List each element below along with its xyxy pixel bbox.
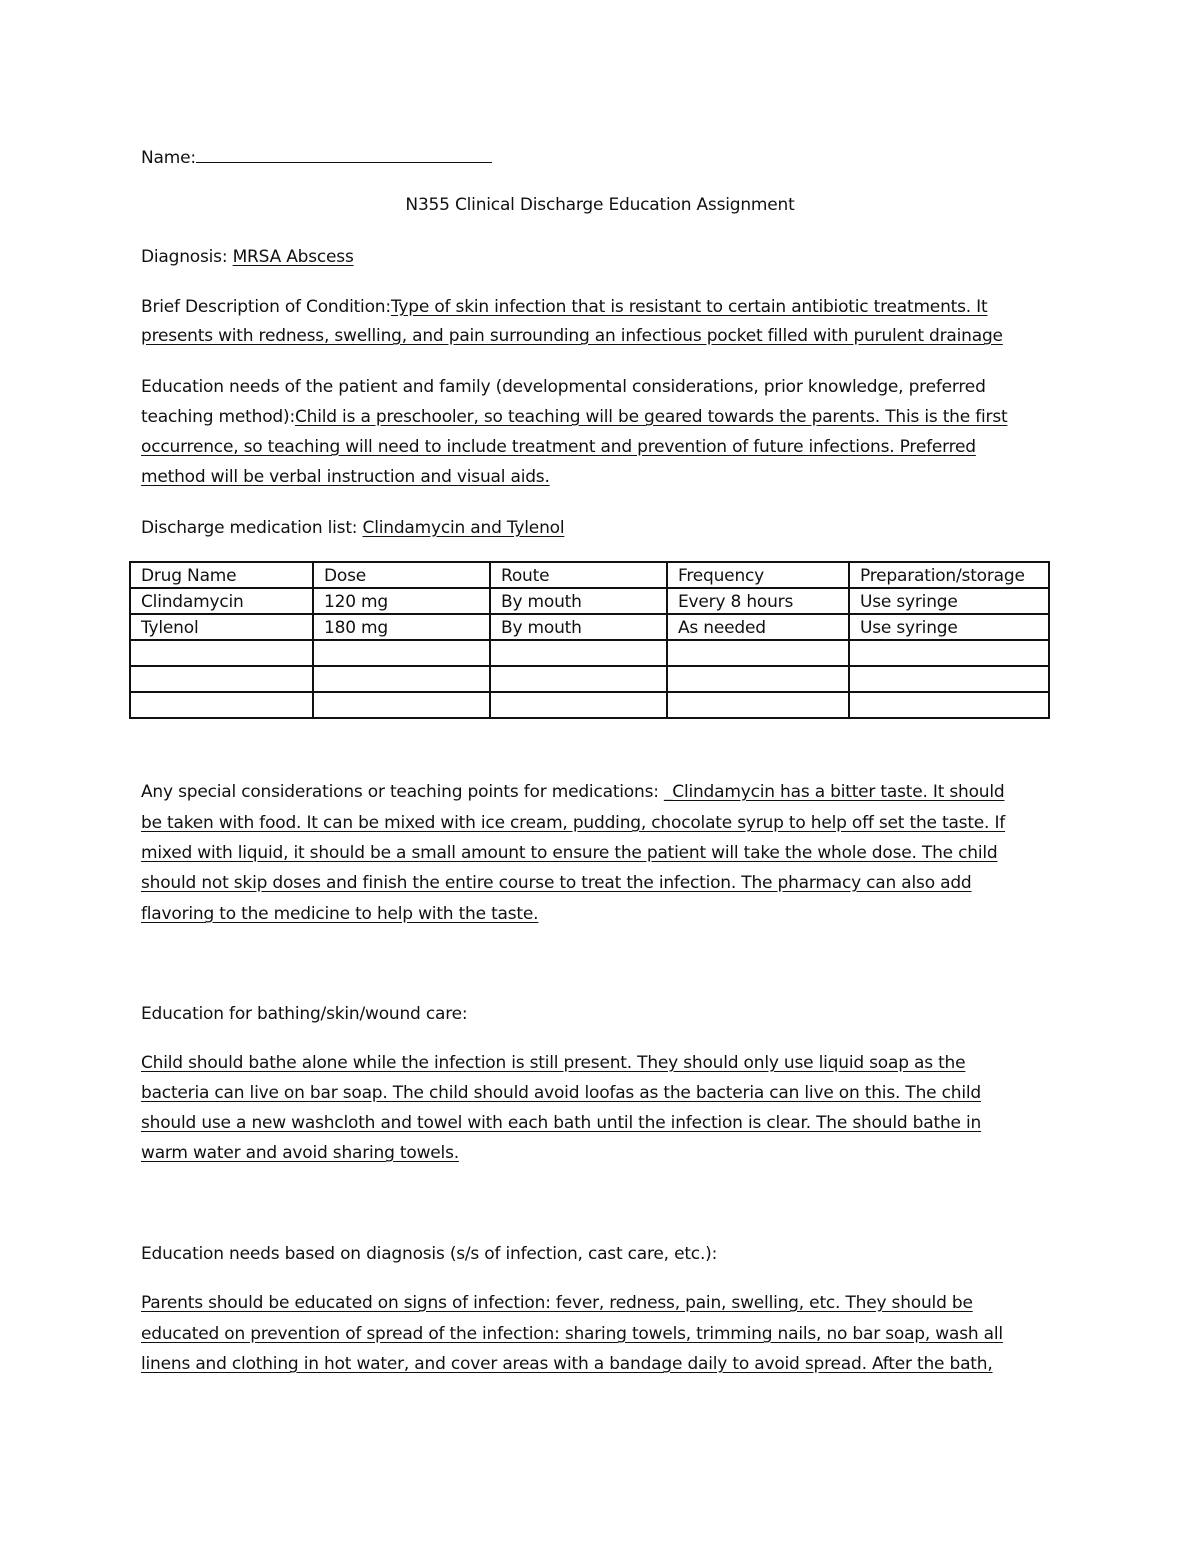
special-label: Any special considerations or teaching points for medications: xyxy=(141,782,664,802)
bathing-label: Education for bathing/skin/wound care: xyxy=(141,1004,468,1024)
diagnosis-needs-line-2: educated on prevention of spread of the infection: sharing towels, trimming nails, no bar soap, wash all xyxy=(141,1324,1003,1344)
table-header-row xyxy=(130,562,1049,588)
bathing-line-3: should use a new washcloth and towel with each bath until the infection is clear. The should bathe in xyxy=(141,1113,982,1133)
header-route: Route xyxy=(490,562,667,588)
cell-drug-name[interactable] xyxy=(130,666,313,692)
education-needs-text-2: Child is a preschooler, so teaching will be geared towards the parents. This is the first xyxy=(294,407,1008,427)
diagnosis-value: MRSA Abscess xyxy=(232,247,354,267)
cell-dose[interactable] xyxy=(313,640,490,666)
special-line-4: should not skip doses and finish the entire course to treat the infection. The pharmacy can also add xyxy=(141,873,972,893)
description-line-2: presents with redness, swelling, and pain surrounding an infectious pocket filled with purulent drainage xyxy=(141,326,1003,346)
cell-preparation: Use syringe xyxy=(849,588,1049,614)
table-row xyxy=(130,640,1049,666)
cell-preparation[interactable] xyxy=(849,692,1049,718)
special-line-3: mixed with liquid, it should be a small amount to ensure the patient will take the whole dose. The child xyxy=(141,843,998,863)
cell-frequency[interactable] xyxy=(667,666,849,692)
bathing-line-4: warm water and avoid sharing towels. xyxy=(141,1143,459,1163)
cell-preparation[interactable] xyxy=(849,640,1049,666)
cell-drug-name[interactable] xyxy=(130,692,313,718)
header-preparation: Preparation/storage xyxy=(849,562,1049,588)
education-needs-line-4: method will be verbal instruction and visual aids. xyxy=(141,467,550,487)
special-line-2: be taken with food. It can be mixed with ice cream, pudding, chocolate syrup to help off set the taste. If xyxy=(141,813,1006,833)
cell-route[interactable] xyxy=(490,666,667,692)
special-text-1: _Clindamycin has a bitter taste. It should xyxy=(663,782,1005,802)
header-frequency: Frequency xyxy=(667,562,849,588)
diagnosis-label: Diagnosis: xyxy=(141,247,228,267)
header-dose: Dose xyxy=(313,562,490,588)
cell-dose[interactable] xyxy=(313,692,490,718)
cell-drug-name: Clindamycin xyxy=(130,588,313,614)
cell-route[interactable] xyxy=(490,692,667,718)
education-needs-line-1: Education needs of the patient and family (developmental considerations, prior knowledge, preferred xyxy=(141,377,986,397)
document-title: N355 Clinical Discharge Education Assignment xyxy=(405,195,795,215)
table-row xyxy=(130,614,1049,640)
cell-route[interactable] xyxy=(490,640,667,666)
cell-drug-name: Tylenol xyxy=(130,614,313,640)
diagnosis-line xyxy=(141,246,354,268)
diagnosis-needs-line-1: Parents should be educated on signs of infection: fever, redness, pain, swelling, etc. They should be xyxy=(141,1293,973,1313)
cell-frequency[interactable] xyxy=(667,692,849,718)
bathing-line-2: bacteria can live on bar soap. The child should avoid loofas as the bacteria can live on this. The child xyxy=(141,1083,981,1103)
special-line-5: flavoring to the medicine to help with the taste. xyxy=(141,904,539,924)
table-row xyxy=(130,666,1049,692)
med-list-value: Clindamycin and Tylenol xyxy=(362,518,565,538)
table-row xyxy=(130,692,1049,718)
med-list-label: Discharge medication list: xyxy=(141,518,363,538)
education-needs-line-2 xyxy=(141,406,1007,428)
name-label: Name: xyxy=(141,148,196,168)
education-needs-label: teaching method): xyxy=(141,407,295,427)
cell-frequency[interactable] xyxy=(667,640,849,666)
cell-route: By mouth xyxy=(490,614,667,640)
description-label: Brief Description of Condition: xyxy=(141,297,391,317)
cell-preparation[interactable] xyxy=(849,666,1049,692)
cell-dose[interactable] xyxy=(313,666,490,692)
cell-dose: 180 mg xyxy=(313,614,490,640)
med-list-line xyxy=(141,517,564,539)
cell-frequency: Every 8 hours xyxy=(667,588,849,614)
description-text-1: Type of skin infection that is resistant to certain antibiotic treatments. It xyxy=(390,297,988,317)
header-drug-name: Drug Name xyxy=(130,562,313,588)
cell-route: By mouth xyxy=(490,588,667,614)
cell-preparation: Use syringe xyxy=(849,614,1049,640)
cell-frequency: As needed xyxy=(667,614,849,640)
education-needs-line-3: occurrence, so teaching will need to include treatment and prevention of future infections. Preferred xyxy=(141,437,976,457)
table-row xyxy=(130,588,1049,614)
bathing-line-1: Child should bathe alone while the infection is still present. They should only use liquid soap as the xyxy=(141,1053,966,1073)
diagnosis-needs-label: Education needs based on diagnosis (s/s of infection, cast care, etc.): xyxy=(141,1244,718,1264)
name-line xyxy=(141,146,492,169)
special-line-1 xyxy=(141,781,1004,803)
cell-drug-name[interactable] xyxy=(130,640,313,666)
diagnosis-needs-line-3: linens and clothing in hot water, and cover areas with a bandage daily to avoid spread. After the bath, xyxy=(141,1354,993,1374)
medication-table xyxy=(129,561,1050,719)
description-line-1 xyxy=(141,296,987,318)
name-blank-field[interactable] xyxy=(196,146,492,163)
cell-dose: 120 mg xyxy=(313,588,490,614)
